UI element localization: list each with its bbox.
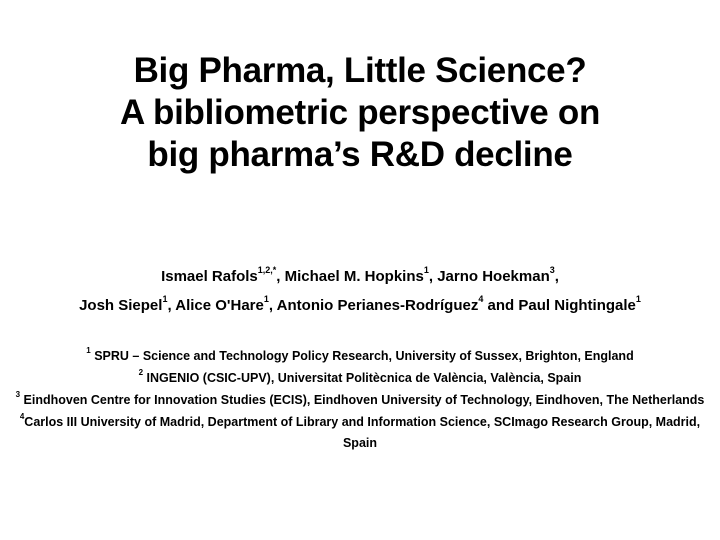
title-line-3: big pharma’s R&D decline xyxy=(147,135,573,174)
author-affiliation-marker: 1 xyxy=(162,294,168,304)
author-affiliation-marker: 1 xyxy=(423,265,429,275)
affiliation-2 xyxy=(12,368,708,389)
author-separator: , xyxy=(276,268,281,285)
affiliation-text: SPRU – Science and Technology Policy Research, University of Sussex, Brighton, England xyxy=(90,349,634,363)
affiliation-number: 2 xyxy=(138,367,144,377)
author-affiliation-marker: 4 xyxy=(478,294,484,304)
author-name: Alice O'Hare xyxy=(175,297,264,314)
affiliation-text: Carlos III University of Madrid, Department of Library and Information Science, SCImago Research Group, Madrid, Spain xyxy=(24,415,701,450)
affiliation-4 xyxy=(12,412,708,453)
author-name: Antonio Perianes-Rodríguez xyxy=(276,297,479,314)
title-line-2: A bibliometric perspective on xyxy=(119,93,601,132)
author-line-2 xyxy=(10,291,710,320)
affiliation-number: 4 xyxy=(19,411,25,421)
author-name: Paul Nightingale xyxy=(518,297,636,314)
author-separator: , xyxy=(167,297,172,314)
affiliation-1 xyxy=(12,346,708,367)
author-affiliation-marker: 1,2,* xyxy=(257,265,277,275)
affiliation-list xyxy=(12,346,708,455)
affiliation-text: INGENIO (CSIC-UPV), Universitat Politècnica de València, València, Spain xyxy=(143,371,582,385)
affiliation-3 xyxy=(12,390,708,411)
author-affiliation-marker: 1 xyxy=(263,294,269,304)
title-line-1: Big Pharma, Little Science? xyxy=(133,51,587,90)
slide-title xyxy=(40,50,680,176)
affiliation-number: 1 xyxy=(86,345,91,355)
author-name: Josh Siepel xyxy=(79,297,163,314)
author-name: Jarno Hoekman xyxy=(437,268,550,285)
affiliation-number: 3 xyxy=(15,389,21,399)
author-separator: and xyxy=(483,297,519,314)
affiliation-text: Eindhoven Centre for Innovation Studies (ECIS), Eindhoven University of Technology, Eindhoven, The Netherlands xyxy=(20,393,705,407)
author-line-1 xyxy=(10,262,710,291)
author-affiliation-marker: 1 xyxy=(635,294,641,304)
author-name: Ismael Rafols xyxy=(161,268,258,285)
author-affiliation-marker: 3 xyxy=(549,265,555,275)
author-separator: , xyxy=(554,268,559,285)
author-list xyxy=(10,262,710,320)
author-separator: , xyxy=(268,297,274,314)
author-name: Michael M. Hopkins xyxy=(284,268,424,285)
author-separator: , xyxy=(428,268,434,285)
